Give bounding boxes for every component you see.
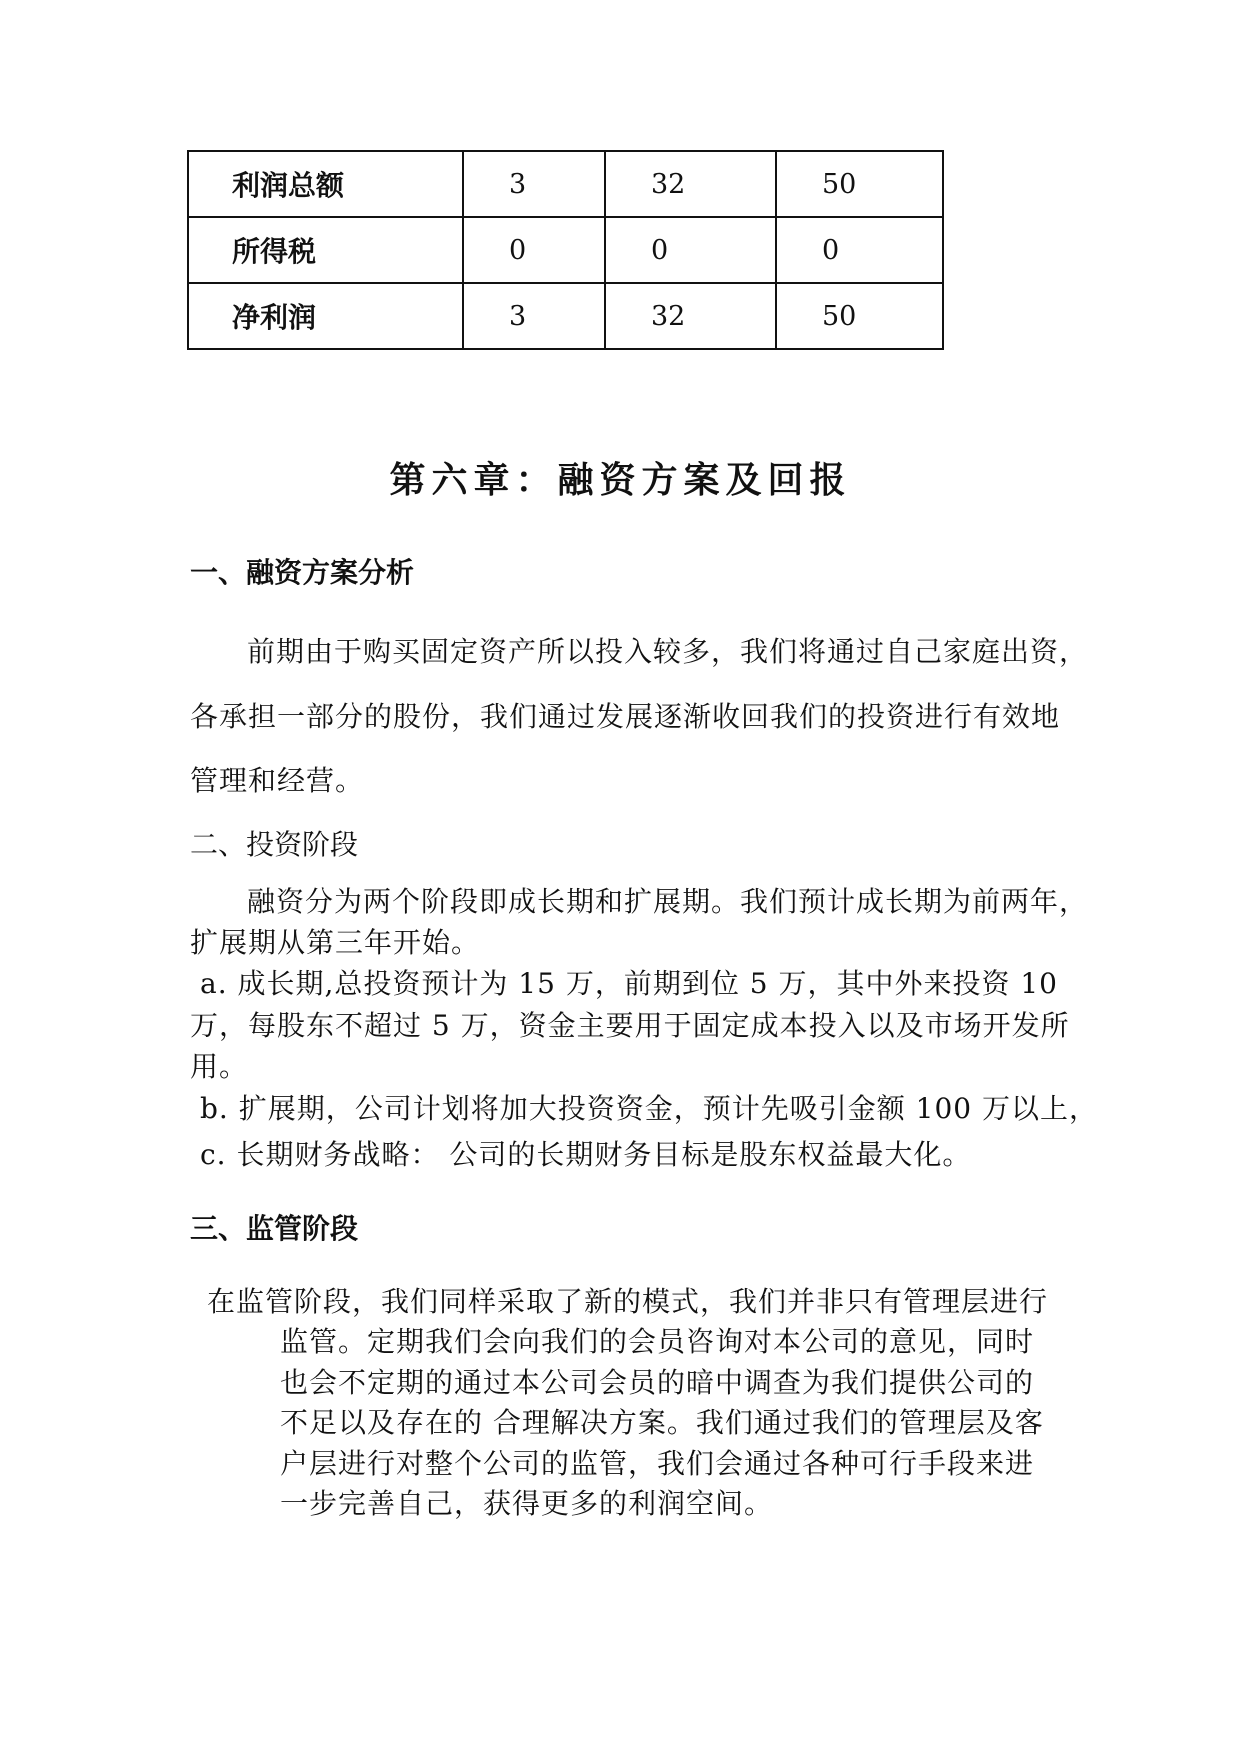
table-cell: 3 <box>463 151 605 217</box>
table-cell: 0 <box>776 217 943 283</box>
paragraph-line: 万，每股东不超过 5 万，资金主要用于固定成本投入以及市场开发所 <box>190 1009 1070 1042</box>
paragraph-line: 前期由于购买固定资产所以投入较多，我们将通过自己家庭出资， <box>247 635 1089 668</box>
paragraph-line: c. 长期财务战略： 公司的长期财务目标是股东权益最大化。 <box>200 1138 972 1171</box>
paragraph-line: 户层进行对整个公司的监管，我们会通过各种可行手段来进 <box>280 1447 1035 1480</box>
paragraph-line: 管理和经营。 <box>190 764 365 797</box>
paragraph-line: a. 成长期,总投资预计为 15 万，前期到位 5 万，其中外来投资 10 <box>200 967 1058 1000</box>
row-label: 利润总额 <box>188 151 463 217</box>
chapter-title: 第六章：融资方案及回报 <box>389 459 852 501</box>
table-row <box>188 151 943 217</box>
paragraph-line: b. 扩展期，公司计划将加大投资资金，预计先吸引金额 100 万以上， <box>200 1092 1098 1125</box>
table-cell: 0 <box>463 217 605 283</box>
table-cell: 32 <box>605 283 776 349</box>
profit-table <box>187 150 944 350</box>
section-heading: 一、融资方案分析 <box>190 556 415 589</box>
section-heading: 二、投资阶段 <box>190 828 359 861</box>
paragraph-line: 一步完善自己，获得更多的利润空间。 <box>280 1487 774 1520</box>
paragraph-line: 监管。定期我们会向我们的会员咨询对本公司的意见，同时 <box>280 1325 1035 1358</box>
paragraph-line: 也会不定期的通过本公司会员的暗中调查为我们提供公司的 <box>280 1366 1035 1399</box>
table-cell: 50 <box>776 283 943 349</box>
table-cell: 32 <box>605 151 776 217</box>
paragraph-line: 不足以及存在的 合理解决方案。我们通过我们的管理层及客 <box>280 1406 1044 1439</box>
table-row <box>188 217 943 283</box>
paragraph-line: 用。 <box>190 1050 249 1083</box>
row-label: 净利润 <box>188 283 463 349</box>
section-heading: 三、监管阶段 <box>190 1212 359 1245</box>
table-row <box>188 283 943 349</box>
paragraph-line: 扩展期从第三年开始。 <box>190 926 481 959</box>
paragraph-line: 在监管阶段，我们同样采取了新的模式，我们并非只有管理层进行 <box>207 1285 1049 1318</box>
table-cell: 50 <box>776 151 943 217</box>
paragraph-line: 融资分为两个阶段即成长期和扩展期。我们预计成长期为前两年， <box>247 885 1089 918</box>
paragraph-line: 各承担一部分的股份，我们通过发展逐渐收回我们的投资进行有效地 <box>190 700 1061 733</box>
row-label: 所得税 <box>188 217 463 283</box>
table-cell: 0 <box>605 217 776 283</box>
table-cell: 3 <box>463 283 605 349</box>
